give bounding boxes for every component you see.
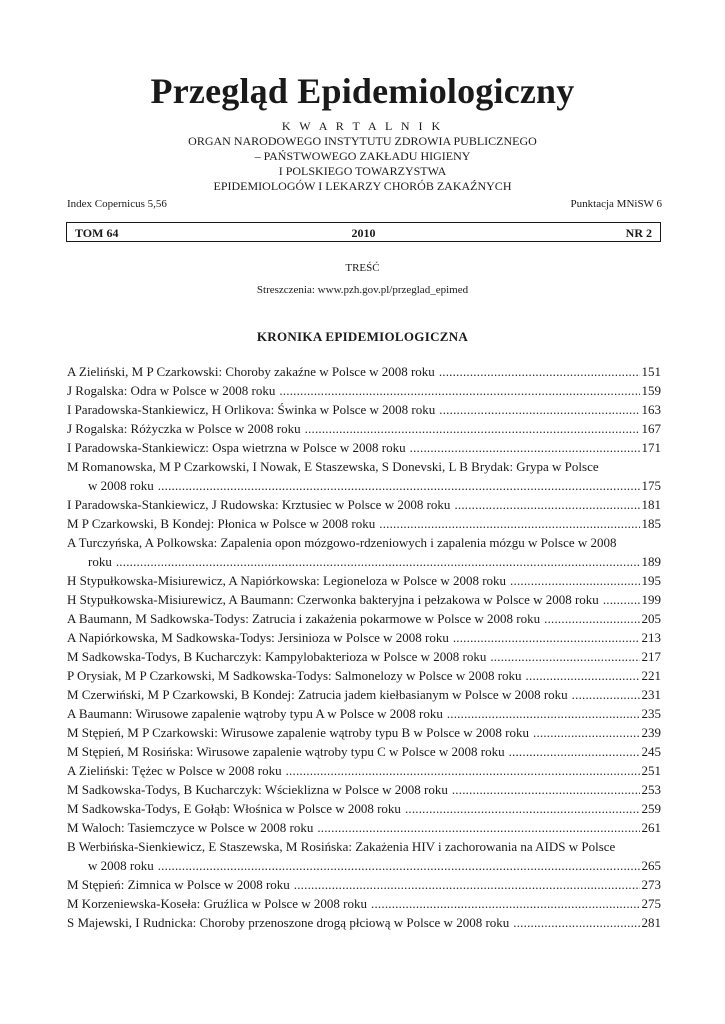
dot-leader bbox=[454, 495, 639, 514]
dot-leader bbox=[544, 609, 639, 628]
dot-leader bbox=[439, 362, 640, 381]
toc-entry[interactable] bbox=[67, 894, 661, 913]
toc-entry[interactable] bbox=[67, 723, 661, 742]
toc-entry-title: A Baumann, M Sadkowska-Todys: Zatrucia i zakażenia pokarmowe w Polsce w 2008 roku bbox=[67, 611, 541, 626]
subtitle-line: I POLSKIEGO TOWARZYSTWA bbox=[278, 164, 447, 178]
toc-page-number: 245 bbox=[641, 744, 661, 759]
toc-entry-title: M P Czarkowski, B Kondej: Płonica w Polsce w 2008 roku bbox=[67, 516, 376, 531]
toc-entry-title: J Rogalska: Różyczka w Polsce w 2008 roku bbox=[67, 421, 301, 436]
toc-entry[interactable] bbox=[67, 514, 661, 533]
section-title: KRONIKA EPIDEMIOLOGICZNA bbox=[256, 329, 469, 344]
subtitle-line: ORGAN NARODOWEGO INSTYTUTU ZDROWIA PUBLICZNEGO bbox=[188, 134, 537, 148]
toc-page-number: 235 bbox=[641, 706, 661, 721]
toc-entry-title: M Stępień, M P Czarkowski: Wirusowe zapalenie wątroby typu B w Polsce w 2008 roku bbox=[67, 725, 529, 740]
toc-entry[interactable] bbox=[67, 837, 661, 875]
toc-entry[interactable] bbox=[67, 381, 661, 400]
dot-leader bbox=[439, 400, 639, 419]
toc-entry[interactable] bbox=[67, 419, 661, 438]
toc-page-number: 251 bbox=[641, 763, 661, 778]
toc-page-number: 171 bbox=[641, 440, 661, 455]
toc-entry[interactable] bbox=[67, 647, 661, 666]
dot-leader bbox=[305, 419, 640, 438]
dot-leader bbox=[447, 704, 640, 723]
toc-entry-title: A Zieliński, M P Czarkowski: Choroby zakaźne w Polsce w 2008 roku bbox=[67, 364, 435, 379]
toc-entry[interactable] bbox=[67, 742, 661, 761]
toc-entry[interactable] bbox=[67, 666, 661, 685]
toc-entry-title: I Paradowska-Stankiewicz, H Orlikova: Świnka w Polsce w 2008 roku bbox=[67, 402, 436, 417]
dot-leader bbox=[294, 875, 640, 894]
dot-leader bbox=[286, 761, 640, 780]
toc-page-number: 181 bbox=[641, 497, 661, 512]
dot-leader bbox=[509, 742, 640, 761]
toc-entry-title: A Zieliński: Tężec w Polsce w 2008 roku bbox=[67, 763, 282, 778]
toc-entry-title: M Sadkowska-Todys, B Kucharczyk: Wścieklizna w Polsce w 2008 roku bbox=[67, 782, 448, 797]
toc-page-number: 259 bbox=[641, 801, 661, 816]
toc-entry-title: M Stępień: Zimnica w Polsce w 2008 roku bbox=[67, 877, 290, 892]
dot-leader bbox=[371, 894, 639, 913]
toc-entry[interactable] bbox=[67, 628, 661, 647]
toc-page-number: 189 bbox=[641, 554, 661, 569]
toc-entry-title: A Napiórkowska, M Sadkowska-Todys: Jersinioza w Polsce w 2008 roku bbox=[67, 630, 449, 645]
issue-info-box bbox=[66, 222, 661, 242]
toc-entry[interactable] bbox=[67, 438, 661, 457]
contents-heading: TREŚĆ bbox=[345, 262, 380, 274]
dot-leader bbox=[533, 723, 640, 742]
toc-entry[interactable] bbox=[67, 362, 661, 381]
toc-page-number: 231 bbox=[641, 687, 661, 702]
dot-leader bbox=[116, 552, 640, 571]
toc-page-number: 265 bbox=[641, 858, 661, 873]
toc-entry-title-cont: w 2008 roku bbox=[88, 858, 154, 873]
toc-page-number: 151 bbox=[641, 364, 661, 379]
toc-entry-title: A Turczyńska, A Polkowska: Zapalenia opon mózgowo-rdzeniowych i zapalenia mózgu w Polsce w 2008 bbox=[67, 535, 617, 550]
toc-entry[interactable] bbox=[67, 818, 661, 837]
toc-entry[interactable] bbox=[67, 780, 661, 799]
issue-number: NR 2 bbox=[625, 226, 652, 240]
toc-page-number: 175 bbox=[641, 478, 661, 493]
toc-page-number: 167 bbox=[641, 421, 661, 436]
toc-entry[interactable] bbox=[67, 609, 661, 628]
toc-page-number: 221 bbox=[641, 668, 661, 683]
toc-entry-title: I Paradowska-Stankiewicz, J Rudowska: Krztusiec w Polsce w 2008 roku bbox=[67, 497, 451, 512]
toc-entry-title: P Orysiak, M P Czarkowski, M Sadkowska-Todys: Salmonelozy w Polsce w 2008 roku bbox=[67, 668, 522, 683]
dot-leader bbox=[510, 571, 639, 590]
toc-entry-title: M Stępień, M Rosińska: Wirusowe zapalenie wątroby typu C w Polsce w 2008 roku bbox=[67, 744, 505, 759]
toc-page-number: 261 bbox=[641, 820, 661, 835]
toc-entry-title: M Sadkowska-Todys, E Gołąb: Włośnica w Polsce w 2008 roku bbox=[67, 801, 401, 816]
journal-subtitle bbox=[0, 119, 725, 194]
toc-page-number: 205 bbox=[641, 611, 661, 626]
dot-leader bbox=[158, 856, 640, 875]
dot-leader bbox=[572, 685, 640, 704]
dot-leader bbox=[405, 799, 640, 818]
toc-entry-title: M Waloch: Tasiemczyce w Polsce w 2008 roku bbox=[67, 820, 314, 835]
toc-entry[interactable] bbox=[67, 704, 661, 723]
toc-entry[interactable] bbox=[67, 571, 661, 590]
dot-leader bbox=[279, 381, 639, 400]
subtitle-line: EPIDEMIOLOGÓW I LEKARZY CHORÓB ZAKAŹNYCH bbox=[213, 179, 512, 193]
table-of-contents bbox=[67, 362, 661, 932]
toc-entry-title: J Rogalska: Odra w Polsce w 2008 roku bbox=[67, 383, 276, 398]
toc-page-number: 253 bbox=[641, 782, 661, 797]
toc-entry[interactable] bbox=[67, 400, 661, 419]
index-copernicus: Index Copernicus 5,56 bbox=[67, 198, 167, 210]
journal-title: Przegląd Epidemiologiczny bbox=[150, 71, 575, 111]
dot-leader bbox=[513, 913, 639, 932]
dot-leader bbox=[410, 438, 640, 457]
toc-page-number: 281 bbox=[641, 915, 661, 930]
subtitle-line: K W A R T A L N I K bbox=[281, 119, 444, 133]
toc-entry-title: S Majewski, I Rudnicka: Choroby przenoszone drogą płciową w Polsce w 2008 roku bbox=[67, 915, 510, 930]
issue-volume: TOM 64 bbox=[75, 226, 119, 240]
toc-page-number: 217 bbox=[641, 649, 661, 664]
toc-entry[interactable] bbox=[67, 590, 661, 609]
dot-leader bbox=[526, 666, 640, 685]
toc-entry-title: M Korzeniewska-Koseła: Gruźlica w Polsce w 2008 roku bbox=[67, 896, 368, 911]
dot-leader bbox=[379, 514, 639, 533]
toc-page-number: 213 bbox=[641, 630, 661, 645]
toc-page-number: 239 bbox=[641, 725, 661, 740]
toc-entry-title: H Stypułkowska-Misiurewicz, A Napiórkowska: Legioneloza w Polsce w 2008 roku bbox=[67, 573, 507, 588]
toc-page-number: 185 bbox=[641, 516, 661, 531]
toc-entry[interactable] bbox=[67, 457, 661, 495]
toc-page-number: 163 bbox=[641, 402, 661, 417]
dot-leader bbox=[158, 476, 640, 495]
subtitle-line: – PAŃSTWOWEGO ZAKŁADU HIGIENY bbox=[254, 149, 471, 163]
toc-page-number: 275 bbox=[641, 896, 661, 911]
dot-leader bbox=[452, 780, 640, 799]
toc-entry[interactable] bbox=[67, 495, 661, 514]
abstracts-link[interactable]: Streszczenia: www.pzh.gov.pl/przeglad_epimed bbox=[256, 284, 469, 296]
toc-entry[interactable] bbox=[67, 913, 661, 932]
issue-year: 2010 bbox=[351, 226, 376, 240]
toc-entry-title: I Paradowska-Stankiewicz: Ospa wietrzna w Polsce w 2008 roku bbox=[67, 440, 406, 455]
toc-entry-title: H Stypułkowska-Misiurewicz, A Baumann: Czerwonka bakteryjna i pełzakowa w Polsce w 2008 roku bbox=[67, 592, 599, 607]
dot-leader bbox=[453, 628, 640, 647]
toc-entry-title: M Romanowska, M P Czarkowski, I Nowak, E Staszewska, S Donevski, L B Brydak: Grypa w Polsce bbox=[67, 459, 599, 474]
dot-leader bbox=[603, 590, 640, 609]
toc-entry-title: B Werbińska-Sienkiewicz, E Staszewska, M Rosińska: Zakażenia HIV i zachorowania na AIDS w Polsce bbox=[67, 839, 616, 854]
toc-entry[interactable] bbox=[67, 685, 661, 704]
toc-page-number: 159 bbox=[641, 383, 661, 398]
toc-page-number: 273 bbox=[641, 877, 661, 892]
toc-entry[interactable] bbox=[67, 875, 661, 894]
toc-page-number: 199 bbox=[641, 592, 661, 607]
toc-entry-title-cont: roku bbox=[88, 554, 112, 569]
punktacja-mnisw: Punktacja MNiSW 6 bbox=[570, 198, 662, 210]
toc-entry[interactable] bbox=[67, 799, 661, 818]
toc-entry[interactable] bbox=[67, 761, 661, 780]
toc-entry-title: M Sadkowska-Todys, B Kucharczyk: Kampylobakterioza w Polsce w 2008 roku bbox=[67, 649, 487, 664]
toc-entry-title: M Czerwiński, M P Czarkowski, B Kondej: Zatrucia jadem kiełbasianym w Polsce w 2008 roku bbox=[67, 687, 568, 702]
toc-entry-title: A Baumann: Wirusowe zapalenie wątroby typu A w Polsce w 2008 roku bbox=[67, 706, 443, 721]
toc-page-number: 195 bbox=[641, 573, 661, 588]
dot-leader bbox=[490, 647, 639, 666]
toc-entry[interactable] bbox=[67, 533, 661, 571]
toc-entry-title-cont: w 2008 roku bbox=[88, 478, 154, 493]
dot-leader bbox=[317, 818, 639, 837]
